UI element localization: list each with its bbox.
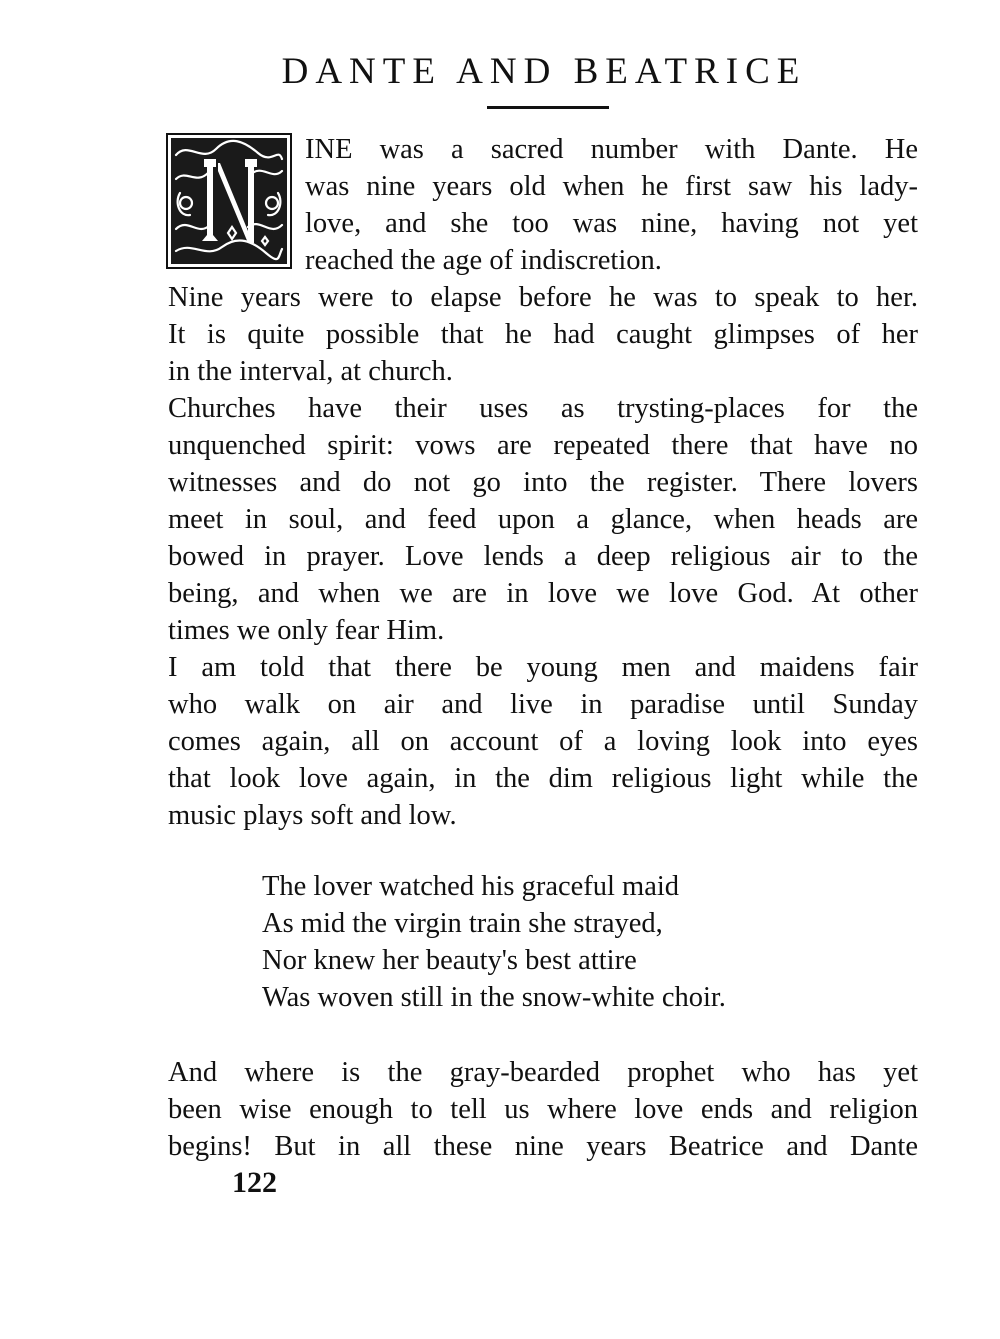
- closing-paragraph: [168, 1054, 918, 1165]
- running-head: DANTE AND BEATRICE: [281, 51, 807, 92]
- opening-paragraph: [305, 131, 918, 279]
- text-line: music plays soft and low.: [168, 800, 457, 831]
- text-line: Nine years were to elapse before he was to speak to her.: [168, 282, 918, 313]
- text-line: witnesses and do not go into the register. There lovers: [168, 467, 918, 498]
- head-rule: [487, 106, 609, 109]
- text-line: comes again, all on account of a loving look into eyes: [168, 726, 918, 757]
- page-number: 122: [232, 1166, 277, 1199]
- text-line: meet in soul, and feed upon a glance, when heads are: [168, 504, 918, 535]
- verse-line: As mid the virgin train she strayed,: [262, 908, 663, 939]
- verse-line: Was woven still in the snow-white choir.: [262, 982, 726, 1013]
- text-line: unquenched spirit: vows are repeated there that have no: [168, 430, 918, 461]
- drop-cap-n-icon: [166, 133, 292, 269]
- text-line: reached the age of indiscretion.: [305, 245, 662, 276]
- text-line: been wise enough to tell us where love ends and religion: [168, 1094, 918, 1125]
- text-line: that look love again, in the dim religious light while the: [168, 763, 918, 794]
- text-line: love, and she too was nine, having not yet: [305, 208, 918, 239]
- text-line: I am told that there be young men and maidens fair: [168, 652, 918, 683]
- text-line: who walk on air and live in paradise until Sunday: [168, 689, 918, 720]
- text-line: Churches have their uses as trysting-places for the: [168, 393, 918, 424]
- text-line: begins! But in all these nine years Beatrice and Dante: [168, 1131, 918, 1162]
- body-text: [168, 279, 918, 834]
- text-line: It is quite possible that he had caught glimpses of her: [168, 319, 918, 350]
- text-line: bowed in prayer. Love lends a deep religious air to the: [168, 541, 918, 572]
- text-line: INE was a sacred number with Dante. He: [305, 134, 918, 165]
- verse-line: The lover watched his graceful maid: [262, 871, 680, 902]
- text-line: And where is the gray-bearded prophet who has yet: [168, 1057, 918, 1088]
- text-line: times we only fear Him.: [168, 615, 445, 646]
- verse-stanza: [262, 868, 726, 1016]
- text-line: in the interval, at church.: [168, 356, 453, 387]
- text-line: was nine years old when he first saw his lady-: [305, 171, 918, 202]
- verse-line: Nor knew her beauty's best attire: [262, 945, 637, 976]
- text-line: being, and when we are in love we love God. At other: [168, 578, 918, 609]
